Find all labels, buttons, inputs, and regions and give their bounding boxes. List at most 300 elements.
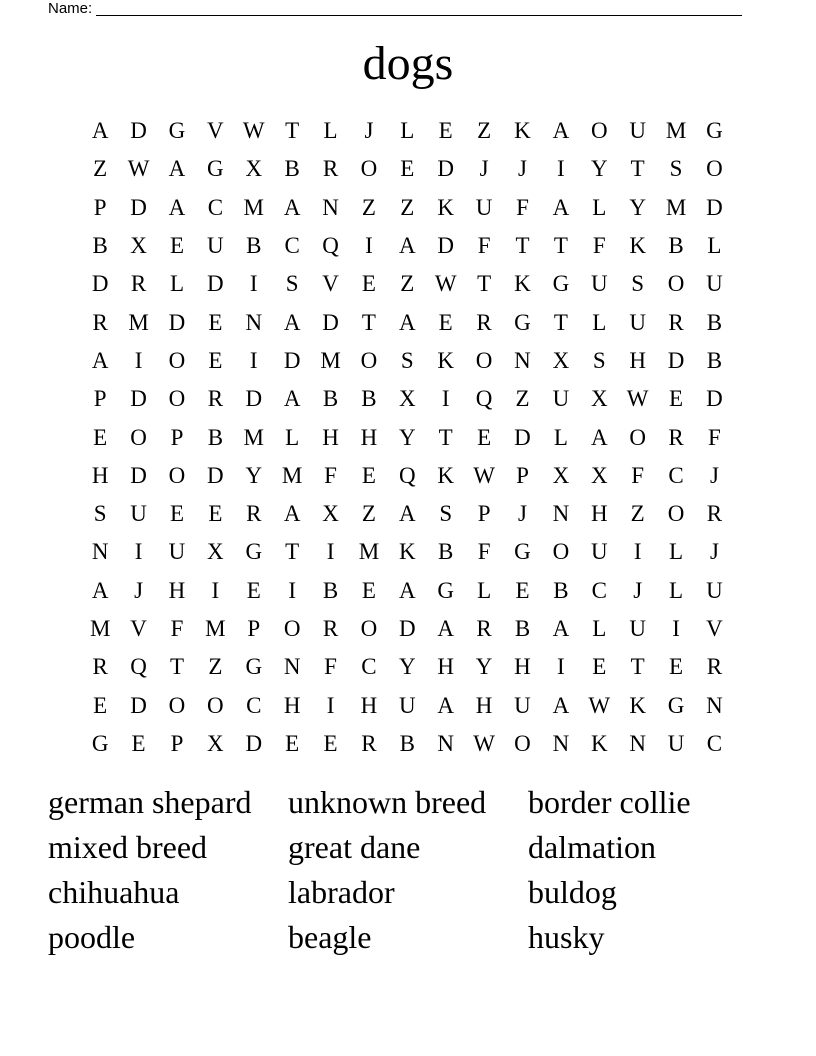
grid-letter[interactable]: L (669, 577, 684, 603)
grid-letter[interactable]: A (552, 616, 570, 641)
word-list-item: great dane (288, 829, 421, 865)
grid-letter[interactable]: L (553, 424, 568, 450)
grid-letter[interactable]: D (706, 386, 723, 412)
grid-letter[interactable]: B (668, 233, 684, 259)
grid-letter[interactable]: O (168, 692, 186, 718)
grid-letter[interactable]: R (207, 386, 224, 412)
grid-letter[interactable]: C (284, 233, 300, 259)
grid-letter[interactable]: R (246, 501, 262, 527)
grid-letter[interactable]: J (134, 577, 144, 603)
grid-letter[interactable]: I (134, 539, 143, 565)
grid-letter[interactable]: H (360, 692, 378, 718)
grid-row (81, 686, 734, 724)
grid-letter[interactable]: B (207, 424, 224, 450)
grid-letter[interactable]: D (130, 386, 147, 412)
grid-letter[interactable]: M (243, 424, 264, 450)
grid-letter[interactable]: I (211, 577, 220, 603)
grid-row (81, 648, 734, 686)
grid-letter[interactable]: F (477, 233, 491, 259)
grid-row (81, 418, 734, 456)
grid-letter[interactable]: O (629, 424, 646, 450)
grid-letter[interactable]: E (400, 156, 415, 182)
grid-letter[interactable]: H (437, 654, 455, 680)
grid-letter[interactable]: S (631, 271, 645, 297)
grid-letter[interactable]: A (91, 347, 109, 373)
grid-letter[interactable]: H (168, 577, 186, 603)
grid-letter[interactable]: R (668, 309, 684, 335)
grid-letter[interactable]: A (283, 194, 301, 220)
grid-letter[interactable]: H (283, 692, 301, 718)
grid-letter[interactable]: T (515, 233, 530, 259)
grid-letter[interactable]: V (130, 616, 147, 641)
grid-letter[interactable]: A (283, 386, 301, 412)
grid-letter[interactable]: D (706, 194, 723, 220)
grid-letter[interactable]: E (208, 347, 223, 373)
grid-letter[interactable]: S (93, 501, 107, 527)
grid-letter[interactable]: T (553, 233, 568, 259)
grid-letter[interactable]: X (590, 462, 608, 488)
grid-letter[interactable]: B (322, 577, 339, 603)
grid-letter[interactable]: T (285, 118, 300, 144)
grid-letter[interactable]: O (283, 616, 301, 641)
grid-letter[interactable]: K (590, 730, 608, 756)
grid-letter[interactable]: Z (477, 118, 492, 144)
grid-letter[interactable]: K (437, 347, 455, 373)
grid-letter[interactable]: I (365, 233, 373, 259)
grid-letter[interactable]: T (630, 156, 645, 182)
grid-letter[interactable]: U (706, 271, 723, 297)
grid-letter[interactable]: L (285, 424, 300, 450)
grid-row (81, 342, 734, 380)
grid-letter[interactable]: C (361, 654, 377, 680)
grid-letter[interactable]: N (629, 730, 646, 756)
grid-row (81, 227, 734, 265)
grid-letter[interactable]: D (322, 309, 339, 335)
grid-letter[interactable]: U (706, 577, 723, 603)
grid-letter[interactable]: E (323, 730, 338, 756)
grid-letter[interactable]: Z (361, 501, 376, 527)
grid-letter[interactable]: L (169, 271, 184, 297)
grid-letter[interactable]: F (170, 616, 184, 641)
grid-letter[interactable]: I (249, 271, 258, 297)
grid-letter[interactable]: I (288, 577, 296, 603)
grid-letter[interactable]: G (207, 156, 224, 182)
grid-letter[interactable]: M (128, 309, 149, 335)
grid-letter[interactable]: G (514, 309, 531, 335)
grid-letter[interactable]: E (208, 309, 223, 335)
grid-letter[interactable]: X (590, 386, 608, 412)
grid-letter[interactable]: R (361, 730, 377, 756)
grid-letter[interactable]: W (242, 118, 265, 144)
grid-letter[interactable]: D (130, 462, 147, 488)
grid-letter[interactable]: S (285, 271, 299, 297)
grid-letter[interactable]: X (207, 539, 224, 565)
grid-letter[interactable]: S (439, 501, 453, 527)
grid-letter[interactable]: J (479, 156, 489, 182)
grid-letter[interactable]: G (245, 539, 263, 565)
grid-letter[interactable]: N (437, 730, 455, 756)
grid-letter[interactable]: T (285, 539, 300, 565)
grid-letter[interactable]: L (592, 616, 607, 641)
grid-letter[interactable]: X (552, 462, 570, 488)
grid-letter[interactable]: E (515, 577, 530, 603)
grid-letter[interactable]: E (438, 118, 453, 144)
grid-letter[interactable]: A (168, 156, 186, 182)
grid-letter[interactable]: Z (515, 386, 530, 412)
grid-letter[interactable]: L (400, 118, 415, 144)
grid-letter[interactable]: D (130, 692, 147, 718)
grid-letter[interactable]: Y (590, 156, 608, 182)
grid-letter[interactable]: A (399, 233, 416, 259)
grid-letter[interactable]: D (667, 347, 685, 373)
grid-letter[interactable]: I (134, 347, 143, 373)
grid-letter[interactable]: I (633, 539, 642, 565)
grid-letter[interactable]: B (246, 233, 262, 259)
grid-letter[interactable]: T (553, 309, 568, 335)
grid-letter[interactable]: O (706, 156, 723, 182)
grid-letter[interactable]: U (629, 309, 646, 335)
grid-letter[interactable]: A (283, 309, 301, 335)
name-underline[interactable] (96, 1, 742, 16)
grid-letter[interactable]: B (322, 386, 339, 412)
grid-letter[interactable]: D (437, 156, 455, 182)
grid-letter[interactable]: B (361, 386, 377, 412)
grid-letter[interactable]: G (514, 539, 531, 565)
grid-letter[interactable]: I (249, 347, 258, 373)
grid-letter[interactable]: D (399, 616, 416, 641)
grid-letter[interactable]: N (245, 309, 263, 335)
grid-letter[interactable]: B (706, 309, 723, 335)
grid-letter[interactable]: I (672, 616, 680, 641)
grid-letter[interactable]: L (669, 539, 684, 565)
grid-letter[interactable]: P (477, 501, 491, 527)
grid-letter[interactable]: F (631, 462, 645, 488)
grid-letter[interactable]: M (320, 347, 341, 373)
grid-letter[interactable]: T (630, 654, 645, 680)
grid-letter[interactable]: E (93, 424, 108, 450)
grid-letter[interactable]: S (669, 156, 683, 182)
grid-letter[interactable]: X (399, 386, 416, 412)
grid-letter[interactable]: E (246, 577, 261, 603)
grid-letter[interactable]: M (358, 539, 380, 565)
grid-letter[interactable]: U (168, 539, 186, 565)
grid-letter[interactable]: P (170, 730, 184, 756)
grid-letter[interactable]: K (399, 539, 416, 565)
grid-letter[interactable]: E (169, 501, 184, 527)
grid-letter[interactable]: M (205, 616, 226, 641)
grid-letter[interactable]: Y (399, 654, 416, 680)
grid-letter[interactable]: U (590, 539, 608, 565)
grid-letter[interactable]: Z (361, 194, 376, 220)
grid-letter[interactable]: J (518, 501, 527, 527)
grid-letter[interactable]: W (588, 692, 611, 718)
grid-letter[interactable]: A (168, 194, 186, 220)
grid-letter[interactable]: D (245, 730, 263, 756)
grid-letter[interactable]: F (324, 654, 337, 680)
grid-letter[interactable]: A (590, 424, 608, 450)
grid-letter[interactable]: E (361, 577, 376, 603)
word-list-item: labrador (288, 874, 395, 910)
grid-letter[interactable]: M (665, 194, 687, 220)
grid-letter[interactable]: F (516, 194, 529, 220)
grid-letter[interactable]: Z (400, 194, 415, 220)
grid-letter[interactable]: E (208, 501, 223, 527)
grid-letter[interactable]: H (590, 501, 608, 527)
grid-letter[interactable]: I (326, 692, 335, 718)
grid-letter[interactable]: I (557, 156, 565, 182)
grid-letter[interactable]: O (168, 347, 186, 373)
grid-letter[interactable]: A (399, 501, 416, 527)
grid-letter[interactable]: D (437, 233, 455, 259)
grid-row (81, 189, 734, 227)
grid-letter[interactable]: O (360, 347, 378, 373)
grid-letter[interactable]: J (709, 539, 719, 565)
grid-letter[interactable]: U (207, 233, 224, 259)
grid-letter[interactable]: Q (475, 386, 493, 412)
grid-letter[interactable]: S (592, 347, 606, 373)
grid-letter[interactable]: L (707, 233, 722, 259)
grid-letter[interactable]: K (629, 233, 646, 259)
grid-letter[interactable]: C (591, 577, 607, 603)
grid-letter[interactable]: X (322, 501, 339, 527)
grid-letter[interactable]: C (246, 692, 262, 718)
grid-letter[interactable]: R (476, 616, 492, 641)
grid-letter[interactable]: B (438, 539, 454, 565)
grid-letter[interactable]: T (361, 309, 376, 335)
grid-letter[interactable]: Z (630, 501, 645, 527)
grid-row (81, 495, 734, 533)
grid-letter[interactable]: Q (399, 462, 416, 488)
grid-letter[interactable]: U (514, 692, 531, 718)
grid-letter[interactable]: G (667, 692, 685, 718)
grid-letter[interactable]: V (322, 271, 339, 297)
grid-letter[interactable]: O (475, 347, 493, 373)
grid-letter[interactable]: W (473, 462, 495, 488)
grid-letter[interactable]: E (93, 692, 108, 718)
grid-letter[interactable]: B (92, 233, 108, 259)
grid-letter[interactable]: R (130, 271, 147, 297)
grid-letter[interactable]: B (514, 616, 531, 641)
grid-letter[interactable]: H (475, 692, 493, 718)
grid-letter[interactable]: G (245, 654, 263, 680)
grid-letter[interactable]: R (92, 309, 108, 335)
grid-letter[interactable]: T (169, 654, 184, 680)
grid-letter[interactable]: X (207, 730, 224, 756)
grid-letter[interactable]: Z (208, 654, 223, 680)
grid-letter[interactable]: Z (400, 271, 415, 297)
grid-letter[interactable]: U (629, 616, 646, 641)
grid-letter[interactable]: U (590, 271, 608, 297)
grid-letter[interactable]: O (514, 730, 531, 756)
grid-letter[interactable]: K (437, 462, 455, 488)
grid-letter[interactable]: P (93, 194, 107, 220)
grid-letter[interactable]: L (323, 118, 338, 144)
grid-letter[interactable]: E (361, 462, 376, 488)
grid-letter[interactable]: R (668, 424, 684, 450)
grid-letter[interactable]: A (552, 194, 570, 220)
grid-letter[interactable]: M (281, 462, 303, 488)
grid-letter[interactable]: W (434, 271, 457, 297)
grid-letter[interactable]: R (92, 654, 108, 680)
grid-letter[interactable]: G (91, 730, 109, 756)
grid-letter[interactable]: O (552, 539, 570, 565)
grid-letter[interactable]: A (552, 692, 570, 718)
grid-letter[interactable]: S (400, 347, 414, 373)
grid-letter[interactable]: F (708, 424, 721, 450)
grid-letter[interactable]: H (629, 347, 646, 373)
grid-letter[interactable]: H (360, 424, 378, 450)
grid-letter[interactable]: D (130, 118, 147, 144)
grid-letter[interactable]: U (399, 692, 416, 718)
grid-letter[interactable]: M (89, 616, 111, 641)
grid-letter[interactable]: G (706, 118, 723, 144)
grid-letter[interactable]: G (437, 577, 455, 603)
grid-letter[interactable]: A (552, 118, 570, 144)
grid-letter[interactable]: P (170, 424, 184, 450)
grid-letter[interactable]: C (207, 194, 224, 220)
grid-letter[interactable]: M (665, 118, 687, 144)
grid-letter[interactable]: T (477, 271, 492, 297)
grid-letter[interactable]: E (438, 309, 453, 335)
grid-letter[interactable]: O (360, 616, 378, 641)
grid-letter[interactable]: O (360, 156, 378, 182)
grid-letter[interactable]: N (283, 654, 301, 680)
grid-letter[interactable]: E (669, 386, 684, 412)
grid-letter[interactable]: I (326, 539, 335, 565)
grid-letter[interactable]: L (477, 577, 492, 603)
grid-letter[interactable]: H (91, 462, 109, 488)
grid-letter[interactable]: A (437, 616, 455, 641)
grid-letter[interactable]: C (668, 462, 684, 488)
grid-letter[interactable]: N (514, 347, 531, 373)
grid-letter[interactable]: I (557, 654, 565, 680)
grid-letter[interactable]: K (514, 118, 531, 144)
grid-letter[interactable]: V (207, 118, 224, 144)
grid-letter[interactable]: O (207, 692, 224, 718)
grid-letter[interactable]: J (709, 462, 719, 488)
grid-letter[interactable]: M (243, 194, 264, 220)
grid-letter[interactable]: O (130, 424, 147, 450)
grid-letter[interactable]: V (706, 616, 723, 641)
grid-letter[interactable]: X (245, 156, 263, 182)
grid-letter[interactable]: D (168, 309, 186, 335)
grid-letter[interactable]: G (552, 271, 570, 297)
grid-letter[interactable]: N (552, 501, 570, 527)
grid-letter[interactable]: U (552, 386, 570, 412)
grid-letter[interactable]: Z (93, 156, 108, 182)
grid-letter[interactable]: D (207, 462, 224, 488)
grid-row (81, 265, 734, 303)
grid-letter[interactable]: I (441, 386, 450, 412)
grid-letter[interactable]: N (322, 194, 339, 220)
grid-letter[interactable]: O (667, 501, 685, 527)
grid-letter[interactable]: W (127, 156, 150, 182)
grid-letter[interactable]: R (706, 501, 723, 527)
grid-letter[interactable]: N (91, 539, 109, 565)
grid-letter[interactable]: F (592, 233, 606, 259)
grid-letter[interactable]: R (706, 654, 723, 680)
grid-letter[interactable]: L (592, 194, 607, 220)
grid-letter[interactable]: B (399, 730, 415, 756)
grid-letter[interactable]: O (590, 118, 608, 144)
grid-letter[interactable]: D (91, 271, 109, 297)
grid-letter[interactable]: H (514, 654, 531, 680)
grid-letter[interactable]: U (629, 118, 646, 144)
grid-letter[interactable]: Y (399, 424, 416, 450)
grid-letter[interactable]: E (361, 271, 376, 297)
grid-letter[interactable]: F (477, 539, 491, 565)
grid-letter[interactable]: E (592, 654, 607, 680)
grid-letter[interactable]: H (322, 424, 339, 450)
grid-letter[interactable]: A (399, 577, 416, 603)
grid-letter[interactable]: U (667, 730, 685, 756)
grid-letter[interactable]: B (706, 347, 723, 373)
grid-letter[interactable]: O (168, 386, 186, 412)
grid-letter[interactable]: W (473, 730, 495, 756)
grid-letter[interactable]: L (592, 309, 607, 335)
grid-letter[interactable]: A (91, 118, 109, 144)
grid-letter[interactable]: E (131, 730, 146, 756)
grid-letter[interactable]: J (633, 577, 643, 603)
grid-letter[interactable]: O (168, 462, 186, 488)
grid-letter[interactable]: R (322, 616, 339, 641)
grid-letter[interactable]: Q (322, 233, 339, 259)
grid-letter[interactable]: K (629, 692, 646, 718)
grid-letter[interactable]: W (626, 386, 649, 412)
grid-letter[interactable]: B (284, 156, 300, 182)
grid-letter[interactable]: C (706, 730, 723, 756)
grid-letter[interactable]: R (476, 309, 492, 335)
grid-letter[interactable]: A (283, 501, 301, 527)
grid-letter[interactable]: A (91, 577, 109, 603)
grid-letter[interactable]: P (93, 386, 107, 412)
grid-letter[interactable]: R (322, 156, 339, 182)
grid-letter[interactable]: E (669, 654, 684, 680)
grid-letter[interactable]: U (130, 501, 147, 527)
grid-letter[interactable]: D (245, 386, 263, 412)
grid-letter[interactable]: N (706, 692, 723, 718)
grid-letter[interactable]: A (437, 692, 455, 718)
grid-letter[interactable]: J (364, 118, 374, 144)
grid-letter[interactable]: U (475, 194, 493, 220)
grid-letter[interactable]: D (514, 424, 531, 450)
grid-letter[interactable]: N (552, 730, 570, 756)
grid-letter[interactable]: E (169, 233, 184, 259)
grid-letter[interactable]: D (130, 194, 147, 220)
grid-letter[interactable]: J (518, 156, 527, 182)
grid-letter[interactable]: K (514, 271, 531, 297)
grid-letter[interactable]: Y (629, 194, 646, 220)
grid-letter[interactable]: P (247, 616, 261, 641)
grid-letter[interactable]: Y (475, 654, 493, 680)
grid-letter[interactable]: D (207, 271, 224, 297)
grid-letter[interactable]: E (477, 424, 492, 450)
grid-letter[interactable]: X (552, 347, 570, 373)
grid-letter[interactable]: A (399, 309, 416, 335)
grid-letter[interactable]: D (283, 347, 301, 373)
grid-letter[interactable]: O (667, 271, 685, 297)
grid-letter[interactable]: X (130, 233, 147, 259)
grid-letter[interactable]: E (285, 730, 300, 756)
grid-letter[interactable]: B (553, 577, 569, 603)
grid-letter[interactable]: G (168, 118, 186, 144)
grid-letter[interactable]: P (516, 462, 529, 488)
grid-letter[interactable]: Q (130, 654, 147, 680)
grid-letter[interactable]: K (437, 194, 455, 220)
grid-letter[interactable]: T (438, 424, 453, 450)
grid-letter[interactable]: F (324, 462, 337, 488)
grid-letter[interactable]: Y (245, 462, 263, 488)
